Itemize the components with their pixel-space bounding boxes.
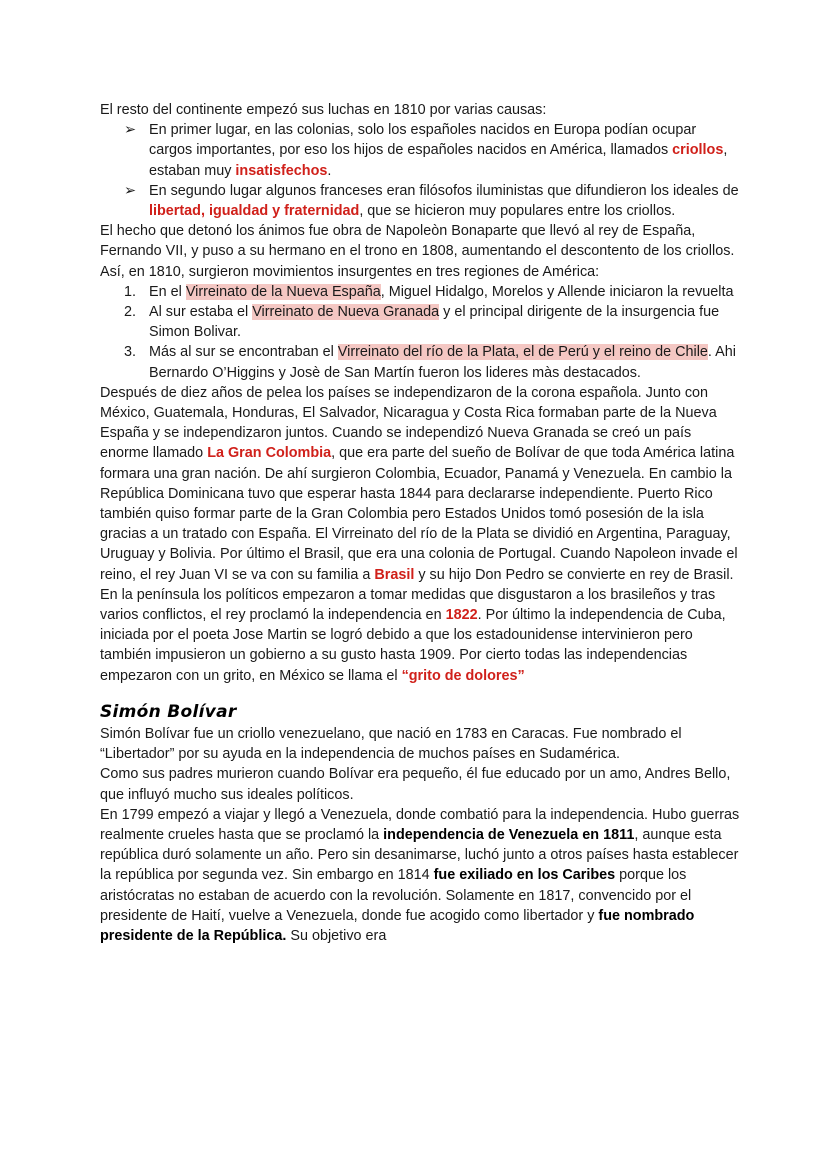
highlight-gran-colombia: La Gran Colombia — [207, 445, 332, 462]
bolivar-paragraph-1: Simón Bolívar fue un criollo venezuelano, que nació en 1783 en Caracas. Fue nombrado el “Libertador” por su ayuda en la independencia de muchos países en Sudamérica. — [100, 725, 682, 763]
list-item: 2. Al sur estaba el Virreinato de Nueva Granada y el principal dirigente de la insurgencia fue Simon Bolivar. — [124, 304, 720, 341]
bold-exiliado: fue exiliado en los Caribes — [433, 867, 616, 884]
arrow-bullet-icon: ➢ — [124, 122, 137, 139]
intro-line: El resto del continente empezó sus luchas en 1810 por varias causas: — [100, 102, 547, 118]
bolivar-paragraph-3: En 1799 empezó a viajar y llegó a Venezuela, donde combatió para la independencia. Hubo guerras realmente crueles hasta que se proclamó la independencia de Venezuela en 1811, aunque esta república duró solamente un año. Pero sin desanimarse, luchó junto a otros países hasta establecer la república por segunda vez. Sin embargo en 1814 fue exiliado en los Caribes porque los aristócratas no estaban de acuerdo con la revolución. Solamente en 1817, convencido por el presidente de Haití, vuelve a Venezuela, donde fue acogido como libertador y fue nombrado presidente de la República. Su objetivo era — [100, 806, 740, 944]
list-item: ➢ En segundo lugar algunos franceses eran filósofos iluministas que difundieron los ideales de libertad, igualdad y fraternidad, que se hicieron muy populares entre los criollos. — [124, 182, 739, 220]
independence-paragraph: Después de diez años de pelea los países se independizaron de la corona española. Junto con México, Guatemala, Honduras, El Salvador, Nicaragua y Costa Rica formaban parte de la Nueva España y se independizaron juntos. Cuando se independizó Nueva Granada se creó un país enorme llamado La Gran Colombia, que era parte del sueño de Bolívar de que toda América latina formara una gran nación. De ahí surgieron Colombia, Ecuador, Panamá y Venezuela. En cambio la República Dominicana tuvo que esperar hasta 1844 para declararse independiente. Puerto Rico también quiso formar parte de la Gran Colombia pero Estados Unidos tomó posesión de la isla gracias a un tratado con España. El Virreinato del río de la Plata se dividió en Argentina, Paraguay, Uruguay y Bolivia. Por último el Brasil, que era una colonia de Portugal. Cuando Napoleon invade el reino, el rey Juan VI se va con su familia a Brasil y su hijo Don Pedro se convierte en rey de Brasil. En la península los políticos empezaron a tomar medidas que disgustaron a los brasileños y tras varios conflictos, el rey proclamó la independencia en 1822. Por último la independencia de Cuba, iniciada por el poeta Jose Martin se logró debido a que los estadounidense intervinieron pero también impusieron un gobierno a su gusto hasta 1909. Por cierto todas las independencias empezaron con un grito, en México se llama el “grito de dolores” — [100, 384, 738, 684]
highlighted-region: Virreinato de la Nueva España — [185, 283, 381, 300]
list-item: 3. Más al sur se encontraban el Virreinato del río de la Plata, el de Perú y el reino de Chile. Ahi Bernardo O’Higgins y Josè de San Martín fueron los lideres màs destacados. — [124, 344, 736, 381]
highlighted-region: Virreinato del río de la Plata, el de Perú y el reino de Chile — [337, 344, 708, 361]
bold-independencia-venezuela: independencia de Venezuela en 1811 — [383, 826, 635, 843]
list-item: 1. En el Virreinato de la Nueva España, Miguel Hidalgo, Morelos y Allende iniciaron la revuelta — [100, 282, 740, 302]
bold-presidente: fue nombrado presidente de la República. — [100, 907, 695, 944]
highlight-1822: 1822 — [445, 607, 478, 624]
highlight-insatisfechos: insatisfechos — [235, 162, 328, 179]
highlight-grito-de-dolores: “grito de dolores” — [401, 667, 525, 684]
napoleon-paragraph: El hecho que detonó los ánimos fue obra de Napoleòn Bonaparte que llevó al rey de España, Fernando VII, y puso a su hermano en el trono en 1808, aumentando el descontento de los criollos. Así, en 1810, surgieron movimientos insurgentes en tres regiones de América: — [100, 223, 735, 280]
highlight-criollos: criollos — [672, 142, 724, 159]
causes-list — [100, 120, 740, 221]
highlighted-region: Virreinato de Nueva Granada — [252, 304, 440, 321]
regions-list — [100, 282, 740, 383]
list-number: 1. — [124, 283, 137, 300]
bolivar-paragraph-2: Como sus padres murieron cuando Bolívar era pequeño, él fue educado por un amo, Andres Bello, que influyó mucho sus ideales políticos. — [100, 766, 731, 803]
document-page — [100, 100, 740, 946]
section-heading-bolivar: Simón Bolívar — [100, 701, 237, 722]
list-number: 2. — [124, 304, 137, 321]
highlight-ideales: libertad, igualdad y fraternidad — [149, 203, 360, 220]
arrow-bullet-icon: ➢ — [124, 182, 137, 199]
list-item: ➢ En primer lugar, en las colonias, solo los españoles nacidos en Europa podían ocupar cargos importantes, por eso los hijos de españoles nacidos en América, llamados criollos, estaban muy insatisfechos. — [124, 122, 728, 179]
highlight-brasil: Brasil — [374, 566, 415, 583]
list-number: 3. — [124, 344, 137, 361]
